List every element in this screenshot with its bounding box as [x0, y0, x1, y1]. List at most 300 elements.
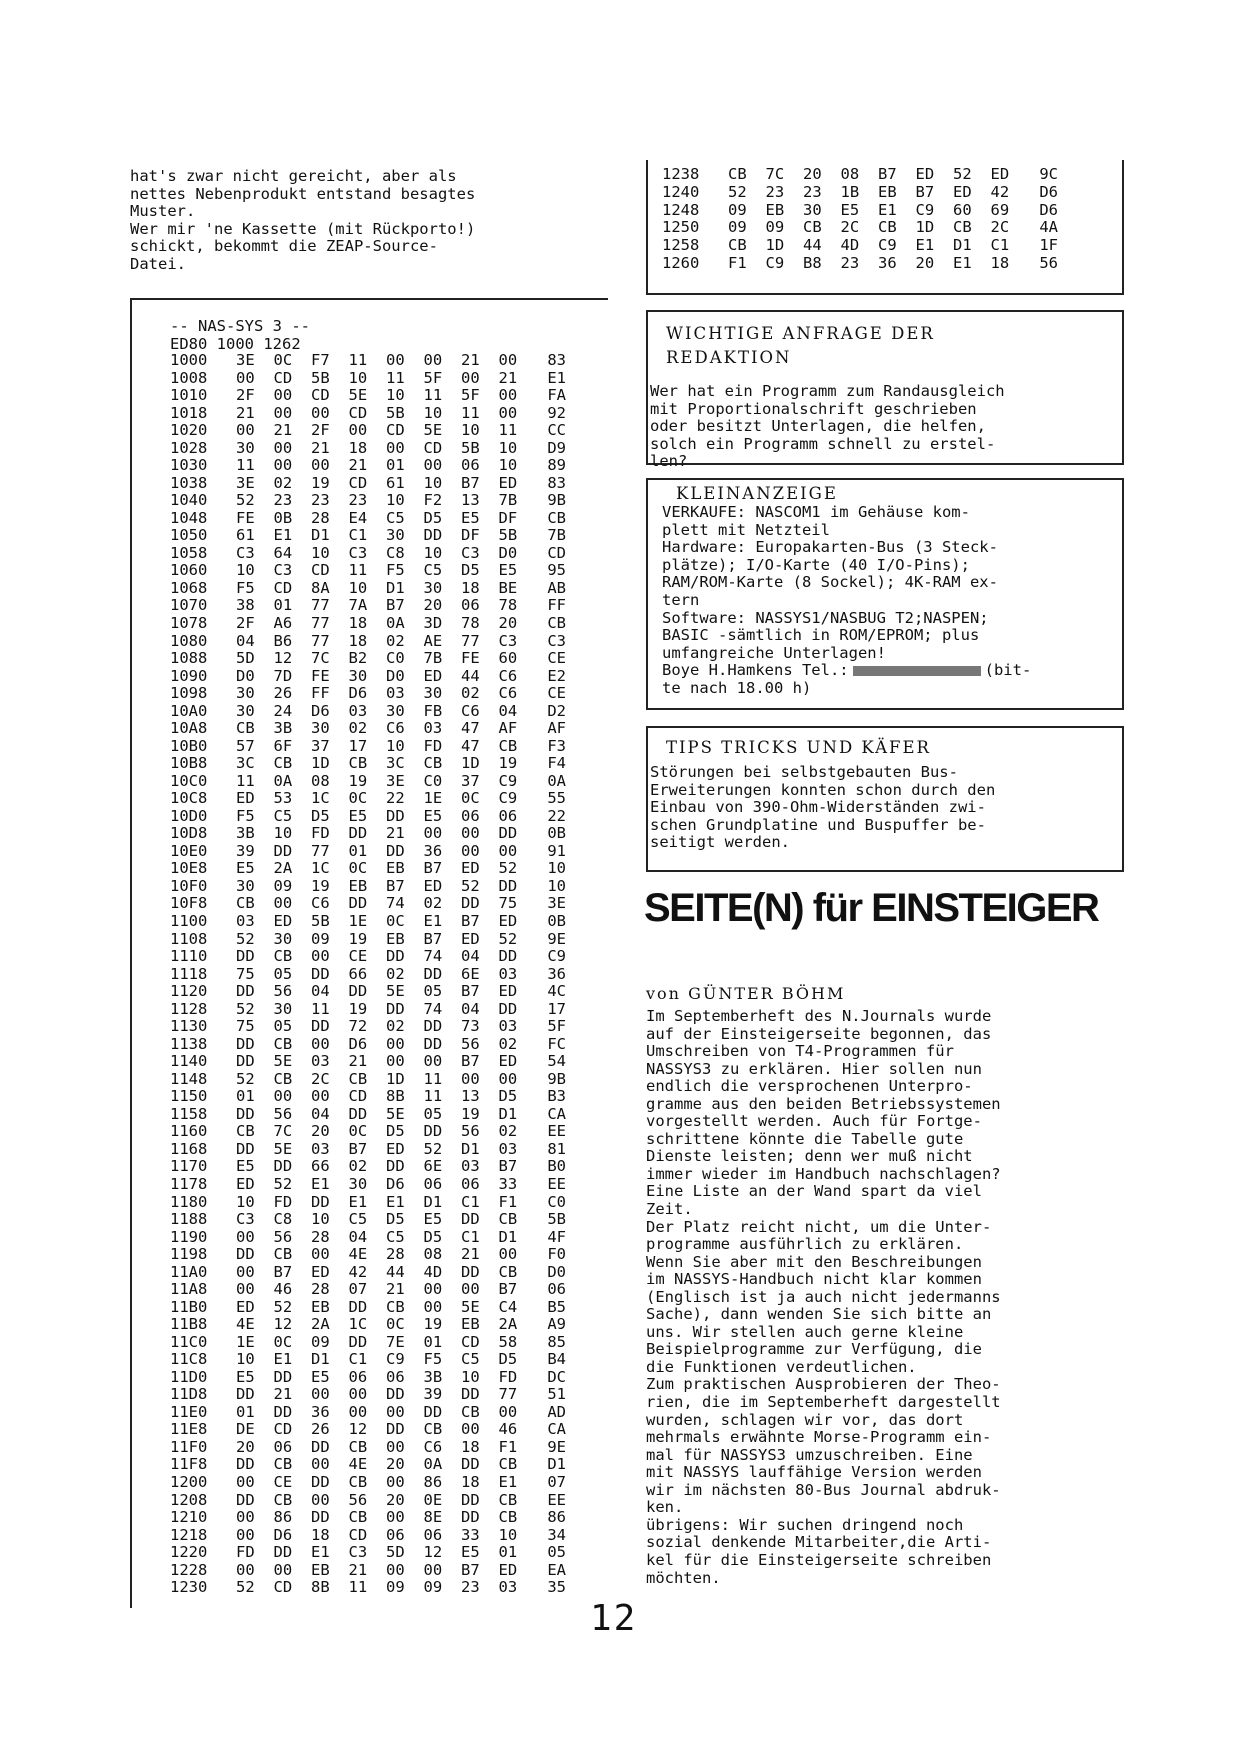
kleinanzeige-title: KLEINANZEIGE: [676, 484, 838, 503]
hex-byte: C6: [498, 684, 518, 703]
hex-byte: C1: [990, 236, 1010, 255]
hex-checksum: C9: [547, 947, 566, 966]
hex-byte: DD: [461, 894, 480, 913]
hex-checksum: 10: [547, 876, 566, 895]
hex-byte: 36: [878, 253, 897, 272]
hex-byte: C4: [498, 1297, 518, 1316]
hex-byte: ED: [386, 1139, 405, 1158]
hex-address: 1038: [170, 473, 208, 492]
hex-byte: ED: [236, 789, 255, 808]
hex-byte: E1: [311, 1543, 330, 1562]
hex-row: [170, 1351, 566, 1369]
hex-byte: 09: [765, 218, 785, 237]
hex-byte: ED: [953, 182, 972, 201]
hex-byte: ED: [236, 1174, 255, 1193]
hex-checksum: 34: [547, 1525, 566, 1544]
hex-byte: 37: [311, 736, 330, 755]
einsteiger-headline: SEITE(N) für EINSTEIGER: [644, 886, 1099, 930]
hex-byte: 03: [348, 701, 368, 720]
hex-byte: 4E: [348, 1455, 368, 1474]
hex-byte: DD: [311, 1508, 330, 1527]
hex-address: 1110: [170, 947, 208, 966]
hex-byte: CB: [728, 165, 747, 183]
hex-byte: C9: [915, 200, 935, 219]
hex-row: [170, 1123, 566, 1141]
hex-byte: 13: [461, 1087, 480, 1106]
hex-byte: 44: [461, 666, 480, 685]
hex-byte: DD: [423, 526, 443, 545]
hex-address: 1248: [662, 200, 700, 219]
hex-byte: 10: [236, 1350, 255, 1369]
hex-byte: DD: [236, 1385, 255, 1404]
hex-byte: 18: [348, 631, 368, 650]
hex-byte: 28: [311, 508, 330, 527]
hex-byte: CD: [311, 561, 330, 580]
article-line: wurden, schlagen wir vor, das dort: [646, 1410, 964, 1429]
hex-byte: C5: [273, 806, 293, 825]
hex-byte: 0C: [348, 1122, 368, 1141]
hex-checksum: 51: [547, 1385, 566, 1404]
hex-byte: E1: [386, 1192, 405, 1211]
article-line: im NASSYS-Handbuch nicht klar kommen: [646, 1270, 982, 1289]
hex-row: [170, 860, 566, 878]
hex-byte: 03: [386, 684, 405, 703]
hex-byte: CB: [273, 1490, 293, 1509]
hex-byte: 30: [423, 684, 443, 703]
tips-line: seitigt werden.: [650, 833, 790, 852]
hex-byte: FD: [236, 1543, 255, 1562]
hex-row: [170, 948, 566, 966]
hex-byte: C6: [498, 666, 518, 685]
hex-byte: 7C: [273, 1122, 293, 1141]
hex-byte: B7: [498, 1157, 518, 1176]
hex-byte: 01: [236, 1087, 255, 1106]
hex-row: [662, 166, 1058, 184]
hex-byte: 86: [273, 1508, 293, 1527]
hex-byte: D1: [953, 236, 972, 255]
hex-byte: E5: [311, 1367, 330, 1386]
hex-byte: AE: [423, 631, 443, 650]
hex-byte: 03: [498, 1139, 518, 1158]
hex-byte: D5: [461, 561, 480, 580]
hex-row: [170, 1456, 566, 1474]
hex-byte: 23: [348, 491, 368, 510]
hex-row: [170, 352, 566, 370]
hex-byte: B7: [915, 182, 935, 201]
hex-byte: FE: [461, 649, 480, 668]
hex-checksum: 9E: [547, 1437, 566, 1456]
hex-byte: DD: [311, 1017, 330, 1036]
hex-byte: CD: [273, 1420, 293, 1439]
hex-byte: 20: [915, 253, 935, 272]
hex-row: [170, 1527, 566, 1545]
hex-byte: C6: [461, 701, 480, 720]
hex-byte: 01: [236, 1402, 255, 1421]
hex-byte: 1E: [236, 1332, 255, 1351]
hex-byte: DD: [273, 1543, 293, 1562]
hex-byte: B7: [498, 1280, 518, 1299]
hex-row: [170, 1492, 566, 1510]
hex-address: 10C8: [170, 789, 208, 808]
hex-byte: DD: [386, 947, 405, 966]
hex-row: [170, 457, 566, 475]
hex-checksum: 9C: [1039, 165, 1058, 183]
listing-title: -- NAS-SYS 3 --: [170, 317, 310, 335]
hex-row: [170, 720, 566, 738]
hex-byte: 28: [311, 1227, 330, 1246]
hex-byte: C5: [386, 1227, 405, 1246]
hex-address: 1100: [170, 912, 208, 930]
hex-checksum: EE: [547, 1174, 566, 1193]
hex-byte: 00: [498, 1402, 518, 1421]
hex-byte: 00: [461, 1069, 480, 1088]
hex-byte: DD: [461, 1385, 480, 1404]
hex-checksum: D2: [547, 701, 566, 720]
hex-byte: B7: [348, 1139, 368, 1158]
hex-byte: CB: [273, 1034, 293, 1053]
hex-byte: 10: [236, 1192, 255, 1211]
einsteiger-article: [646, 1008, 1124, 1587]
hex-address: 1018: [170, 403, 208, 422]
hex-byte: 1C: [311, 859, 330, 878]
hex-byte: DD: [498, 876, 518, 895]
hex-checksum: 86: [547, 1508, 566, 1527]
hex-address: 11B0: [170, 1297, 208, 1316]
hex-byte: 04: [311, 982, 330, 1001]
hex-byte: 7B: [423, 649, 443, 668]
hex-row: [170, 1194, 566, 1212]
hex-byte: 0C: [386, 1315, 405, 1334]
hex-byte: EB: [311, 1560, 330, 1579]
hex-byte: E5: [498, 561, 518, 580]
hex-byte: 52: [236, 999, 255, 1018]
hex-byte: 0C: [461, 789, 480, 808]
hex-byte: DE: [236, 1420, 255, 1439]
hex-byte: 10: [386, 386, 405, 405]
hex-checksum: 7B: [547, 526, 566, 545]
hex-byte: DD: [423, 1017, 443, 1036]
hex-row: [170, 633, 566, 651]
hex-row: [170, 703, 566, 721]
hex-byte: 00: [423, 1297, 443, 1316]
hex-byte: 1D: [311, 754, 330, 773]
hex-byte: 00: [273, 1087, 293, 1106]
hex-byte: 33: [498, 1174, 518, 1193]
hex-byte: 03: [423, 719, 443, 738]
hex-byte: 42: [990, 182, 1010, 201]
hex-byte: 12: [273, 649, 293, 668]
hex-address: 1160: [170, 1122, 208, 1141]
hex-byte: 23: [803, 182, 822, 201]
hex-byte: 12: [348, 1420, 368, 1439]
hex-address: 11B8: [170, 1315, 208, 1334]
hex-checksum: D1: [547, 1455, 566, 1474]
hex-byte: 00: [273, 438, 293, 457]
intro-line: schickt, bekommt die ZEAP-Source-: [130, 237, 438, 256]
hex-checksum: F3: [547, 736, 566, 755]
hex-row: [170, 808, 566, 826]
hex-byte: 6E: [461, 964, 480, 983]
hex-checksum: B5: [547, 1297, 566, 1316]
hex-byte: 5B: [386, 403, 405, 422]
hex-byte: DD: [236, 1052, 255, 1071]
hex-byte: ED: [311, 1262, 330, 1281]
hex-byte: 0C: [348, 859, 368, 878]
hex-checksum: A9: [547, 1315, 566, 1334]
hex-address: 11D0: [170, 1367, 208, 1386]
hex-byte: D1: [498, 1104, 518, 1123]
hex-byte: 00: [386, 351, 405, 369]
hex-row: [170, 1562, 566, 1580]
hex-byte: 03: [498, 1578, 518, 1597]
hex-byte: 0C: [273, 351, 293, 369]
hex-byte: 02: [423, 894, 443, 913]
hex-byte: DD: [236, 1034, 255, 1053]
hex-byte: F5: [423, 1350, 443, 1369]
hex-checksum: 0B: [547, 912, 566, 930]
hex-row: [170, 668, 566, 686]
article-line: mal für NASSYS3 umzuschreiben. Eine: [646, 1445, 973, 1464]
hex-byte: CB: [236, 1122, 255, 1141]
hex-byte: 77: [311, 631, 330, 650]
hex-byte: 18: [461, 1473, 480, 1491]
hex-row: [170, 422, 566, 440]
kleinanzeige-line: plätze); I/O-Karte (40 I/O-Pins);: [662, 555, 970, 574]
hex-byte: 77: [311, 841, 330, 860]
hex-byte: 30: [236, 684, 255, 703]
intro-line: Wer mir 'ne Kassette (mit Rückporto!): [130, 219, 476, 238]
hex-byte: 00: [236, 1280, 255, 1299]
hex-checksum: 54: [547, 1052, 566, 1071]
hex-byte: 21: [386, 824, 405, 843]
hex-byte: 03: [498, 964, 518, 983]
hex-checksum: 10: [547, 859, 566, 878]
tips-title: TIPS TRICKS UND KÄFER: [666, 738, 931, 757]
hex-byte: CB: [348, 1508, 368, 1527]
hex-byte: E5: [236, 859, 255, 878]
hex-byte: 04: [311, 1104, 330, 1123]
hex-byte: 03: [498, 1017, 518, 1036]
hex-address: 1098: [170, 684, 208, 703]
hex-row: [170, 895, 566, 913]
hex-byte: B6: [273, 631, 293, 650]
hex-row: [170, 527, 566, 545]
hex-byte: D5: [311, 806, 330, 825]
hex-byte: 52: [498, 859, 518, 878]
tips-text: [650, 764, 995, 852]
hex-byte: 12: [423, 1543, 443, 1562]
hex-byte: 52: [728, 182, 747, 201]
hex-address: 1030: [170, 456, 208, 475]
hex-address: 1010: [170, 386, 208, 405]
hex-checksum: EA: [547, 1560, 566, 1579]
hex-byte: C1: [461, 1192, 480, 1211]
hex-byte: 02: [461, 684, 480, 703]
tips-box: [646, 726, 1124, 872]
hex-byte: 11: [423, 1069, 443, 1088]
hex-byte: CB: [348, 1437, 368, 1456]
hex-checksum: CC: [547, 421, 566, 440]
hex-address: 11F0: [170, 1437, 208, 1456]
hex-checksum: E1: [547, 368, 566, 387]
article-line: Zeit.: [646, 1200, 693, 1219]
hex-byte: ED: [498, 982, 518, 1001]
hex-byte: 18: [348, 613, 368, 632]
hex-byte: 39: [236, 841, 255, 860]
hex-byte: 00: [273, 403, 293, 422]
hex-byte: 19: [311, 473, 330, 492]
hex-byte: 52: [953, 165, 972, 183]
hex-address: 1060: [170, 561, 208, 580]
hex-checksum: FF: [547, 596, 566, 615]
hex-byte: 21: [461, 351, 480, 369]
hex-byte: DD: [386, 1420, 405, 1439]
hex-byte: E5: [461, 508, 480, 527]
hex-row: [170, 440, 566, 458]
hex-row: [170, 492, 566, 510]
hex-checksum: 06: [547, 1280, 566, 1299]
hex-checksum: D6: [1039, 200, 1058, 219]
hex-byte: 3B: [236, 824, 255, 843]
hex-checksum: F4: [547, 754, 566, 773]
hex-byte: DD: [236, 947, 255, 966]
hex-address: 1208: [170, 1490, 208, 1509]
hex-byte: E5: [236, 1367, 255, 1386]
hex-row: [170, 790, 566, 808]
hex-byte: 00: [311, 1490, 330, 1509]
hex-byte: 78: [498, 596, 518, 615]
hex-byte: DD: [498, 947, 518, 966]
hex-row: [170, 1386, 566, 1404]
hex-checksum: EE: [547, 1490, 566, 1509]
hex-checksum: 5F: [547, 1017, 566, 1036]
hex-byte: CB: [498, 1262, 518, 1281]
hex-byte: 06: [273, 1437, 293, 1456]
hex-byte: CB: [498, 1508, 518, 1527]
intro-paragraph: [130, 168, 608, 274]
hex-byte: 1D: [765, 236, 785, 255]
hex-row: [170, 1281, 566, 1299]
hex-byte: E1: [273, 1350, 293, 1369]
hex-byte: CB: [236, 894, 255, 913]
hex-byte: 21: [461, 1245, 480, 1264]
hex-byte: 06: [423, 1174, 443, 1193]
hex-byte: 74: [423, 999, 443, 1018]
hex-byte: 3E: [236, 351, 255, 369]
hex-byte: 75: [236, 1017, 255, 1036]
hex-address: 11E0: [170, 1402, 208, 1421]
hex-byte: 09: [311, 929, 330, 948]
hex-byte: D6: [386, 1174, 405, 1193]
hex-byte: 5E: [273, 1139, 293, 1158]
hex-byte: 11: [311, 999, 330, 1018]
hex-byte: 2A: [273, 859, 293, 878]
hex-byte: D0: [498, 543, 518, 562]
hex-byte: C8: [386, 543, 405, 562]
hex-address: 1020: [170, 421, 208, 440]
hex-byte: EB: [765, 200, 785, 219]
hex-byte: CD: [311, 386, 330, 405]
hex-byte: 5B: [461, 438, 480, 457]
hex-checksum: 07: [547, 1473, 566, 1491]
hex-byte: 66: [348, 964, 368, 983]
hex-address: 1218: [170, 1525, 208, 1544]
article-line: Der Platz reicht nicht, um die Unter-: [646, 1217, 992, 1236]
hex-byte: B7: [461, 473, 480, 492]
hex-row: [170, 773, 566, 791]
hex-byte: 52: [423, 1139, 443, 1158]
hex-byte: 52: [273, 1174, 293, 1193]
hex-byte: 21: [348, 456, 368, 475]
hex-byte: 00: [423, 824, 443, 843]
hex-byte: 28: [311, 1280, 330, 1299]
hex-address: 1250: [662, 218, 700, 237]
hex-address: 10F8: [170, 894, 208, 913]
hex-byte: 56: [273, 982, 293, 1001]
hex-byte: 1D: [386, 1069, 405, 1088]
hex-byte: 1D: [915, 218, 935, 237]
hex-byte: 66: [311, 1157, 330, 1176]
hex-byte: E1: [348, 1192, 368, 1211]
hex-byte: C9: [498, 789, 518, 808]
hex-byte: 06: [348, 1367, 368, 1386]
hex-byte: 38: [236, 596, 255, 615]
hex-byte: C0: [386, 649, 405, 668]
hex-row: [170, 1071, 566, 1089]
hex-byte: 10: [348, 368, 368, 387]
hex-byte: FD: [423, 736, 443, 755]
hex-byte: 2A: [498, 1315, 518, 1334]
contact-label: Boye H.Hamkens Tel.:: [662, 661, 849, 680]
hex-byte: 00: [461, 1420, 480, 1439]
hex-byte: 00: [273, 1560, 293, 1579]
kleinanzeige-line: VERKAUFE: NASCOM1 im Gehäuse kom-: [662, 503, 970, 521]
kleinanzeige-box: [646, 478, 1124, 710]
hex-address: 1058: [170, 543, 208, 562]
hex-byte: B2: [348, 649, 368, 668]
hex-byte: 23: [840, 253, 860, 272]
hex-byte: 52: [236, 1578, 255, 1597]
hex-byte: 00: [386, 1052, 405, 1071]
hex-byte: 0C: [386, 912, 405, 930]
hex-byte: 00: [423, 351, 443, 369]
hex-byte: 26: [273, 684, 293, 703]
hex-byte: CB: [498, 1210, 518, 1229]
hex-byte: 00: [236, 1560, 255, 1579]
hex-byte: ED: [990, 165, 1010, 183]
hex-checksum: C0: [547, 1192, 566, 1211]
intro-line: Datei.: [130, 254, 186, 273]
hex-byte: 05: [423, 1104, 443, 1123]
hex-byte: 56: [461, 1122, 480, 1141]
hex-byte: CD: [273, 1578, 293, 1597]
hex-byte: DD: [348, 1297, 368, 1316]
hex-byte: 75: [498, 894, 518, 913]
kleinanzeige-lines: [662, 504, 1031, 662]
hex-row: [662, 202, 1058, 220]
hex-byte: E4: [348, 508, 368, 527]
hex-byte: 7E: [386, 1332, 405, 1351]
hex-byte: 03: [311, 1139, 330, 1158]
hex-byte: 3C: [386, 754, 405, 773]
hex-byte: 00: [273, 456, 293, 475]
hex-byte: CD: [273, 578, 293, 597]
hex-byte: 52: [236, 929, 255, 948]
hex-byte: D5: [423, 508, 443, 527]
hex-byte: CB: [236, 719, 255, 738]
hex-byte: CB: [498, 1490, 518, 1509]
hex-byte: DD: [423, 1122, 443, 1141]
